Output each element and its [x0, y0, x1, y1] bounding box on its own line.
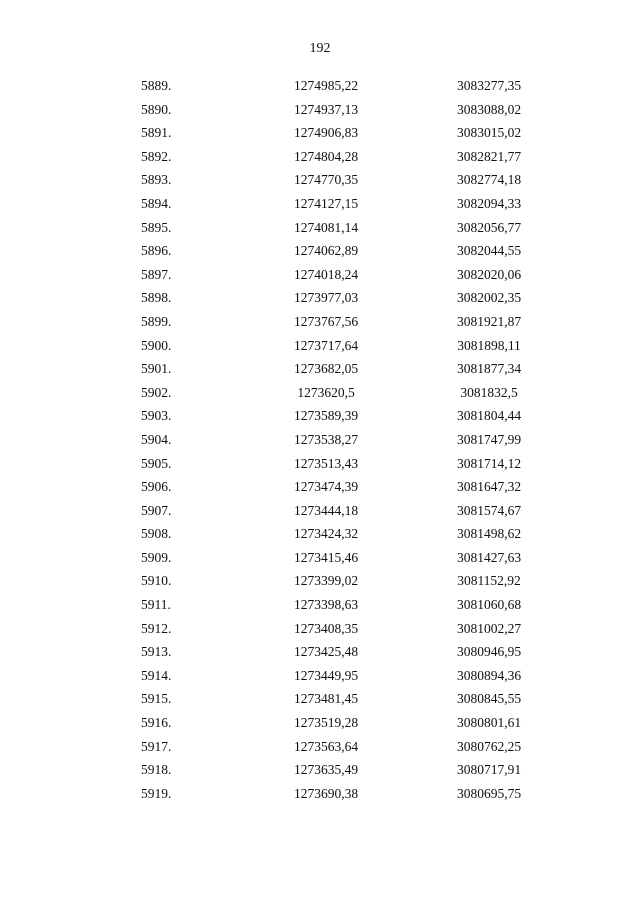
table-row [0, 98, 640, 122]
x-coordinate: 1273398,63 [293, 597, 359, 613]
y-coordinate: 3080946,95 [456, 644, 522, 660]
x-coordinate: 1273977,03 [293, 290, 359, 306]
point-number: 5911. [141, 597, 171, 613]
y-coordinate: 3080894,36 [456, 667, 522, 683]
point-number: 5912. [141, 620, 172, 636]
point-number: 5913. [141, 644, 172, 660]
table-row [0, 593, 640, 617]
y-coordinate: 3083277,35 [456, 78, 522, 93]
y-coordinate: 3082821,77 [456, 148, 522, 164]
point-number: 5910. [141, 573, 172, 589]
point-number: 5903. [141, 408, 172, 424]
table-row [0, 735, 640, 759]
x-coordinate: 1273474,39 [293, 479, 359, 495]
x-coordinate: 1273538,27 [293, 431, 359, 447]
x-coordinate: 1274062,89 [293, 243, 359, 259]
table-row [0, 310, 640, 334]
point-number: 5890. [141, 101, 172, 117]
point-number: 5906. [141, 479, 172, 495]
table-row [0, 664, 640, 688]
x-coordinate: 1273717,64 [293, 337, 359, 353]
table-row [0, 404, 640, 428]
point-number: 5889. [141, 78, 172, 93]
table-row [0, 74, 640, 98]
x-coordinate: 1274985,22 [293, 78, 359, 93]
x-coordinate: 1274018,24 [293, 266, 359, 282]
table-row [0, 334, 640, 358]
y-coordinate: 3081877,34 [456, 361, 522, 377]
table-row [0, 145, 640, 169]
y-coordinate: 3081060,68 [456, 597, 522, 613]
point-number: 5901. [141, 361, 172, 377]
y-coordinate: 3081921,87 [456, 313, 522, 329]
y-coordinate: 3080845,55 [456, 691, 522, 707]
y-coordinate: 3080695,75 [456, 785, 522, 801]
y-coordinate: 3081804,44 [456, 408, 522, 424]
point-number: 5905. [141, 455, 172, 471]
table-row [0, 263, 640, 287]
table-row [0, 617, 640, 641]
y-coordinate: 3082044,55 [456, 243, 522, 259]
table-row [0, 546, 640, 570]
x-coordinate: 1273449,95 [293, 667, 359, 683]
x-coordinate: 1273519,28 [293, 715, 359, 731]
point-number: 5895. [141, 219, 172, 235]
point-number: 5919. [141, 785, 172, 801]
table-row [0, 687, 640, 711]
point-number: 5908. [141, 526, 172, 542]
point-number: 5892. [141, 148, 172, 164]
point-number: 5907. [141, 502, 172, 518]
table-row [0, 569, 640, 593]
table-row [0, 499, 640, 523]
x-coordinate: 1273767,56 [293, 313, 359, 329]
x-coordinate: 1273408,35 [293, 620, 359, 636]
point-number: 5914. [141, 667, 172, 683]
x-coordinate: 1273620,5 [297, 384, 355, 400]
point-number: 5894. [141, 195, 172, 211]
y-coordinate: 3082774,18 [456, 172, 522, 188]
y-coordinate: 3082094,33 [456, 195, 522, 211]
x-coordinate: 1273589,39 [293, 408, 359, 424]
x-coordinate: 1273635,49 [293, 762, 359, 778]
table-row [0, 428, 640, 452]
point-number: 5899. [141, 313, 172, 329]
table-row [0, 381, 640, 405]
point-number: 5897. [141, 266, 172, 282]
x-coordinate: 1273415,46 [293, 549, 359, 565]
y-coordinate: 3081498,62 [456, 526, 522, 542]
y-coordinate: 3081714,12 [456, 455, 522, 471]
y-coordinate: 3082002,35 [456, 290, 522, 306]
x-coordinate: 1273444,18 [293, 502, 359, 518]
x-coordinate: 1274127,15 [293, 195, 359, 211]
point-number: 5891. [141, 125, 172, 141]
x-coordinate: 1273513,43 [293, 455, 359, 471]
point-number: 5896. [141, 243, 172, 259]
x-coordinate: 1273690,38 [293, 785, 359, 801]
table-row [0, 711, 640, 735]
page-number: 192 [309, 41, 331, 56]
y-coordinate: 3081427,63 [456, 549, 522, 565]
x-coordinate: 1273563,64 [293, 738, 359, 754]
table-row [0, 286, 640, 310]
point-number: 5898. [141, 290, 172, 306]
y-coordinate: 3080762,25 [456, 738, 522, 754]
x-coordinate: 1274804,28 [293, 148, 359, 164]
x-coordinate: 1274770,35 [293, 172, 359, 188]
y-coordinate: 3083015,02 [456, 125, 522, 141]
point-number: 5918. [141, 762, 172, 778]
x-coordinate: 1273481,45 [293, 691, 359, 707]
y-coordinate: 3080801,61 [456, 715, 522, 731]
table-row [0, 452, 640, 476]
y-coordinate: 3081647,32 [456, 479, 522, 495]
y-coordinate: 3080717,91 [456, 762, 522, 778]
y-coordinate: 3081002,27 [456, 620, 522, 636]
table-row [0, 475, 640, 499]
table-row [0, 357, 640, 381]
table-row [0, 640, 640, 664]
coordinates-table [0, 74, 640, 805]
table-row [0, 216, 640, 240]
y-coordinate: 3081832,5 [460, 384, 518, 400]
y-coordinate: 3081747,99 [456, 431, 522, 447]
y-coordinate: 3083088,02 [456, 101, 522, 117]
table-row [0, 168, 640, 192]
point-number: 5893. [141, 172, 172, 188]
x-coordinate: 1273682,05 [293, 361, 359, 377]
y-coordinate: 3082020,06 [456, 266, 522, 282]
x-coordinate: 1273399,02 [293, 573, 359, 589]
x-coordinate: 1273424,32 [293, 526, 359, 542]
y-coordinate: 3081152,92 [457, 573, 521, 589]
point-number: 5902. [141, 384, 172, 400]
x-coordinate: 1274906,83 [293, 125, 359, 141]
table-row [0, 121, 640, 145]
point-number: 5904. [141, 431, 172, 447]
x-coordinate: 1274937,13 [293, 101, 359, 117]
x-coordinate: 1273425,48 [293, 644, 359, 660]
point-number: 5915. [141, 691, 172, 707]
y-coordinate: 3082056,77 [456, 219, 522, 235]
table-row [0, 192, 640, 216]
point-number: 5916. [141, 715, 172, 731]
table-row [0, 522, 640, 546]
x-coordinate: 1274081,14 [293, 219, 359, 235]
table-row [0, 239, 640, 263]
y-coordinate: 3081898,11 [457, 337, 521, 353]
point-number: 5900. [141, 337, 172, 353]
point-number: 5909. [141, 549, 172, 565]
point-number: 5917. [141, 738, 172, 754]
y-coordinate: 3081574,67 [456, 502, 522, 518]
table-row [0, 782, 640, 806]
table-row [0, 758, 640, 782]
